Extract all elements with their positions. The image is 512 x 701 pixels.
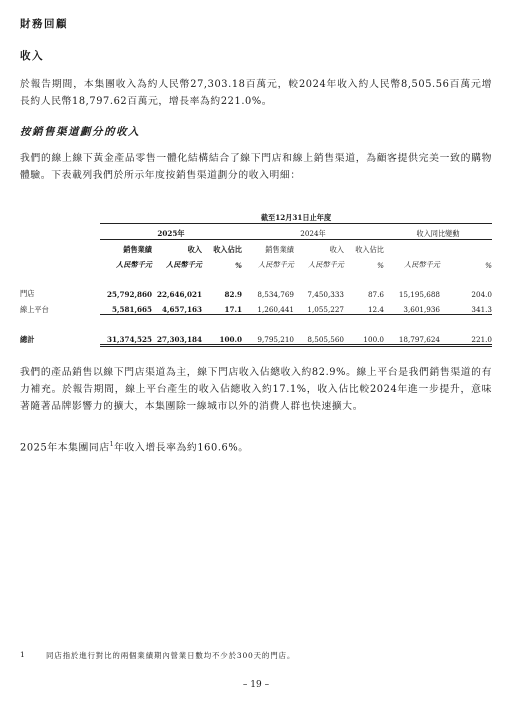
same-store-paragraph: 2025年本集團同店$^1$年收入增長率為約160.6%。 [20,441,249,454]
table-cell: 31,374,525 [100,329,152,346]
column-header: 收入 [329,245,344,254]
table-cell: 100.0 [202,329,242,346]
table-row [20,299,492,315]
year-2025-header: 2025年 [100,224,242,240]
total-row [20,329,492,346]
table-cell: 8,534,769 [257,290,294,299]
unit-label: % [485,261,492,270]
unit-label: 人民幣千元 [166,260,202,269]
revenue-by-channel-table [20,208,492,347]
table-cell: 7,450,333 [307,290,344,299]
column-header: 收入佔比 [355,245,384,254]
table-cell: 9,795,210 [242,329,294,346]
revenue-paragraph: 於報告期間，本集團收入為約人民幣27,303.18百萬元，較2024年收入約人民幣8,505.56百萬元增長約人民幣18,797.62百萬元，增長率為約221.0%。 [20,79,492,107]
footnote-ref: 1 [109,441,115,448]
unit-label: 人民幣千元 [404,260,440,269]
column-header: 收入佔比 [213,245,242,254]
table-cell: 100.0 [344,329,384,346]
table-cell: 1,055,227 [294,299,344,315]
table-header-row [20,208,492,224]
table-cell: 82.9 [224,290,242,299]
unit-label: 人民幣千元 [308,260,344,269]
table-cell: 221.0 [440,329,492,346]
unit-label: 人民幣千元 [116,260,152,269]
row-label: 總計 [20,335,35,344]
column-header: 銷售業績 [123,245,152,254]
table-header-row [20,240,492,256]
unit-label: 人民幣千元 [258,260,294,269]
table-row [20,284,492,299]
revenue-heading: 收入 [20,50,44,62]
table-cell: 8,505,560 [294,329,344,346]
table-cell: 25,792,860 [106,290,152,299]
channel-intro-paragraph: 我們的線上線下黃金產品零售一體化結構結合了線下門店和線上銷售渠道，為顧客提供完美一致的購物體驗。下表載列我們於所示年度按銷售渠道劃分的收入明細： [20,153,492,181]
table-cell: 3,601,936 [384,299,440,315]
table-cell: 27,303,184 [152,329,202,346]
footnote-marker: 1 [20,650,26,659]
section-heading: 財務回顧 [20,18,68,30]
table-cell: 15,195,688 [398,290,440,299]
unit-label: % [377,261,384,270]
table-cell: 1,260,441 [242,299,294,315]
table-cell: 18,797,624 [384,329,440,346]
unit-label: % [235,261,242,270]
column-header: 收入 [187,245,202,254]
table-cell: 341.3 [440,299,492,315]
table-cell: 4,657,163 [152,299,202,315]
period-header: 截至12月31日止年度 [100,208,492,224]
page-number: – 19 – [242,680,270,690]
unit-row [20,255,492,270]
channel-analysis-paragraph: 我們的產品銷售以線下門店渠道為主，線下門店收入佔總收入約82.9%。線上平台是我們銷售渠道的有力補充。於報告期間，線上平台產生的收入佔總收入約17.1%，收入佔比較2024年進一步提升，意味著隨著品牌影響力的擴大，本集團除一線城市以外的消費人群也快速擴大。 [20,367,492,412]
table-cell: 22,646,021 [156,290,202,299]
table-cell: 17.1 [202,299,242,315]
row-label: 門店 [20,289,35,298]
table-cell: 12.4 [344,299,384,315]
channel-heading: 按銷售渠道劃分的收入 [20,126,140,138]
table-cell: 87.6 [367,290,384,299]
table-header-row [20,224,492,240]
table-cell: 5,581,665 [100,299,152,315]
column-header: 銷售業績 [265,245,294,254]
yoy-header: 收入同比變動 [384,224,492,240]
footnote-text: 同店指於進行對比的兩個業績期內營業日數均不少於300天的門店。 [46,651,296,660]
row-label: 線上平台 [20,304,49,314]
table-cell: 204.0 [471,290,492,299]
year-2024-header: 2024年 [242,224,384,240]
